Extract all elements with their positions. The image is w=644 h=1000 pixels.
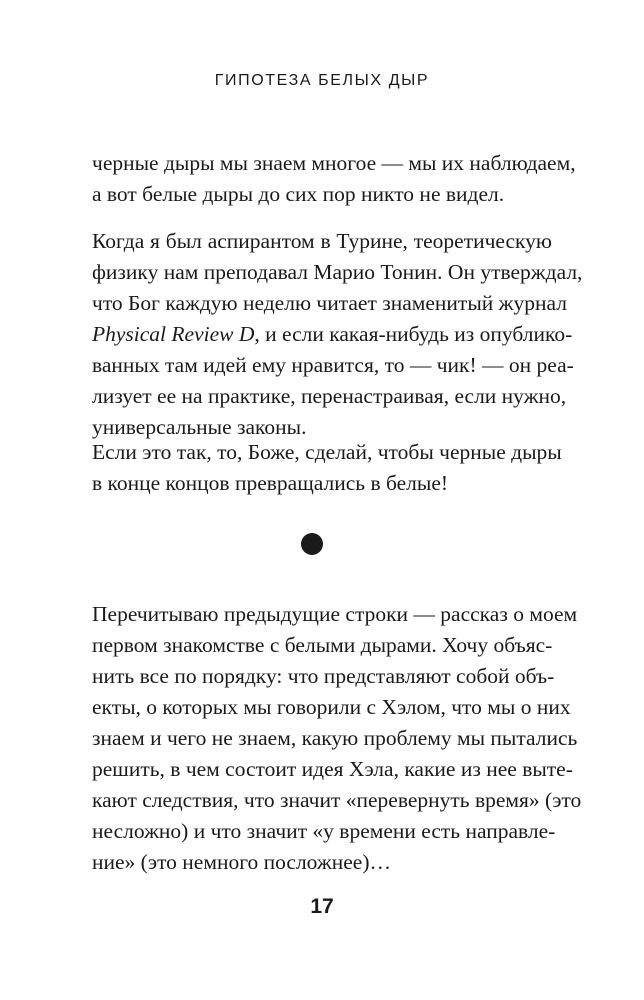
- text-line: ние» (это немного посложнее)…: [92, 850, 392, 874]
- text-line: универсальные законы.: [92, 415, 307, 439]
- text-line: в конце концов превращались в белые!: [92, 471, 449, 495]
- text-line: екты, о которых мы говорили с Хэлом, что мы о них: [92, 695, 571, 719]
- paragraph-4: [92, 599, 582, 878]
- text-line: ванных там идей ему нравится, то — чик! — он реа-: [92, 353, 574, 377]
- paragraph-1: [92, 148, 576, 210]
- section-break-dot: [301, 533, 323, 555]
- paragraph-3: [92, 437, 562, 499]
- text-line: нить все по порядку: что представляют собой объ-: [92, 664, 555, 688]
- text-line-journal: [92, 319, 573, 350]
- text-line: черные дыры мы знаем многое — мы их наблюдаем,: [92, 151, 576, 175]
- text-line: решить, в чем состоит идея Хэла, какие из нее выте-: [92, 757, 573, 781]
- text-line: Когда я был аспирантом в Турине, теоретическую: [92, 229, 552, 253]
- text-line: знаем и чего не знаем, какую проблему мы пытались: [92, 726, 578, 750]
- text-line: физику нам преподавал Марио Тонин. Он утверждал,: [92, 260, 583, 284]
- running-header-title: ГИПОТЕЗА БЕЛЫХ ДЫР: [214, 72, 430, 89]
- text-line: несложно) и что значит «у времени есть направле-: [92, 819, 556, 843]
- text-line: что Бог каждую неделю читает знаменитый журнал: [92, 291, 567, 315]
- text-line: лизует ее на практике, перенастраивая, если нужно,: [92, 384, 567, 408]
- journal-name: Physical Review D: [92, 322, 255, 346]
- text-line: Если это так, то, Боже, сделай, чтобы черные дыры: [92, 440, 562, 464]
- text-line: кают следствия, что значит «перевернуть время» (это: [92, 788, 582, 812]
- text-line-rest: , и если какая-нибудь из опублико-: [254, 322, 573, 346]
- text-line: Перечитываю предыдущие строки — рассказ о моем: [92, 602, 578, 626]
- paragraph-2: [92, 226, 583, 443]
- text-line: а вот белые дыры до сих пор никто не видел.: [92, 182, 505, 206]
- page-number: 17: [310, 895, 334, 918]
- text-line: первом знакомстве с белыми дырами. Хочу объяс-: [92, 633, 553, 657]
